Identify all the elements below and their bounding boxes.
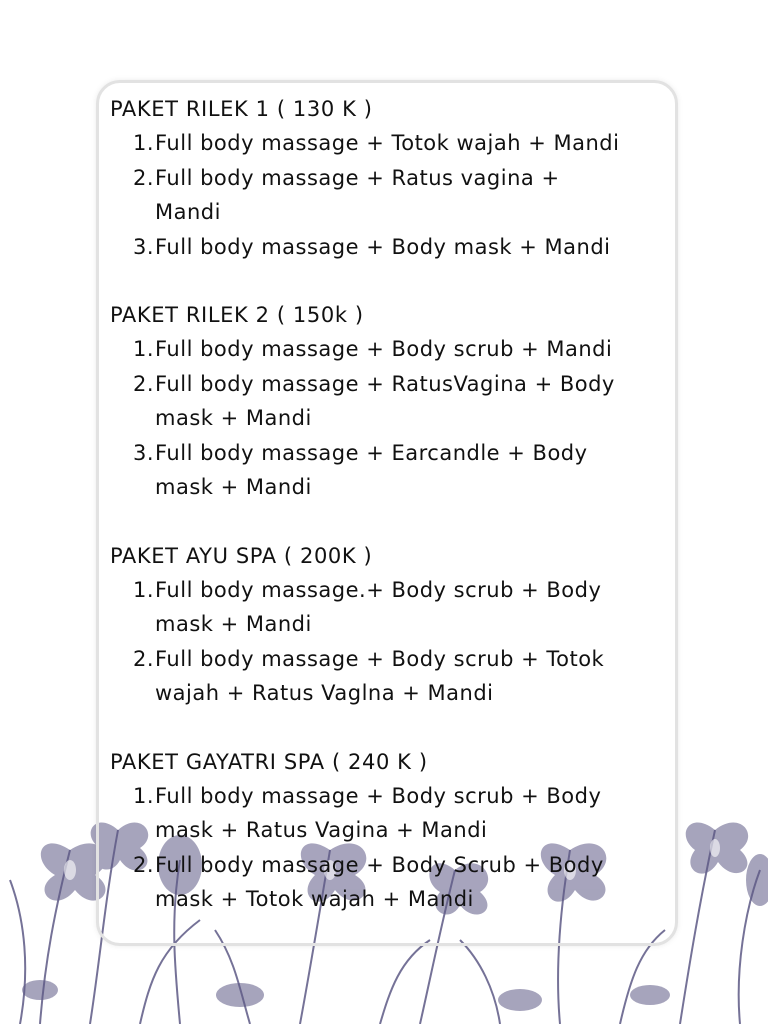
package-title: PAKET RILEK 2 ( 150k ) xyxy=(110,303,364,327)
list-item: Full body massage + Body Scrub + Body mask + Totok wajah + Mandi xyxy=(155,852,604,911)
package-items xyxy=(110,779,710,917)
package-rilek-1 xyxy=(110,92,710,264)
list-item: Full body massage + Earcandle + Body mask + Mandi xyxy=(155,440,588,499)
package-gayatri-spa xyxy=(110,745,710,917)
list-item: Full body massage.+ Body scrub + Body mask + Mandi xyxy=(155,577,602,636)
list-item: Full body massage + Body scrub + Totok wajah + Ratus Vaglna + Mandi xyxy=(155,646,605,705)
package-list xyxy=(110,92,710,951)
package-title: PAKET AYU SPA ( 200K ) xyxy=(110,543,373,568)
package-ayu-spa xyxy=(110,539,710,711)
list-item: Full body massage + Body scrub + Mandi xyxy=(155,337,613,361)
list-item: Full body massage + Ratus vagina + Mandi xyxy=(155,165,560,224)
package-rilek-2 xyxy=(110,298,710,505)
package-items xyxy=(110,126,710,264)
package-items xyxy=(110,573,710,711)
package-items xyxy=(110,332,710,505)
package-title: PAKET RILEK 1 ( 130 K ) xyxy=(110,97,373,121)
list-item: Full body massage + Body scrub + Body mask + Ratus Vagina + Mandi xyxy=(155,783,602,842)
list-item: Full body massage + Totok wajah + Mandi xyxy=(155,131,620,155)
list-item: Full body massage + Body mask + Mandi xyxy=(155,234,611,259)
package-title: PAKET GAYATRI SPA ( 240 K ) xyxy=(110,749,428,774)
list-item: Full body massage + RatusVagina + Body mask + Mandi xyxy=(155,371,615,430)
